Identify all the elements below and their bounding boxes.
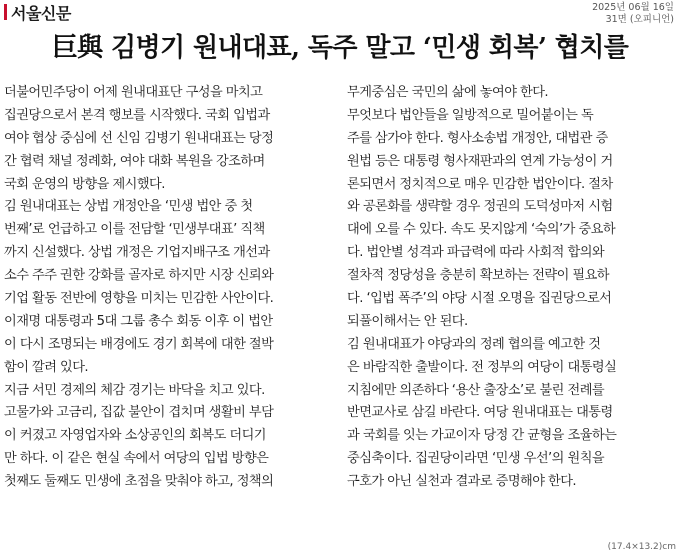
- body-line: 간 협력 채널 정례화, 여야 대화 복원을 강조하며: [4, 153, 265, 169]
- body-line: 더불어민주당이 어제 원내대표단 구성을 마치고: [4, 85, 263, 100]
- body-line: 무엇보다 법안들을 일방적으로 밀어붙이는 독: [347, 107, 594, 123]
- body-line: 절차적 정당성을 충분히 확보하는 전략이 필요하: [347, 268, 609, 284]
- body-line: 중심축이다. 집권당이라면 ‘민생 우선’의 원칙을: [347, 451, 605, 467]
- article-size-note: (17.4×13.2)cm: [607, 542, 676, 552]
- logo-accent-bar: [4, 4, 7, 20]
- body-line: 지금 서민 경제의 체감 경기는 바닥을 치고 있다.: [4, 382, 265, 398]
- body-line: 원법 등은 대통령 형사재판과의 연계 가능성이 거: [347, 153, 613, 169]
- article-column-right: [347, 82, 677, 494]
- body-line: 까지 신설했다. 상법 개정은 기업지배구조 개선과: [4, 245, 270, 261]
- body-line: 다. 법안별 성격과 파급력에 따라 사회적 합의와: [347, 245, 605, 261]
- body-line: 집권당으로서 본격 행보를 시작했다. 국회 입법과: [4, 107, 270, 123]
- body-line: 지침에만 의존하다 ‘용산 출장소’로 불린 전례를: [347, 382, 605, 398]
- body-line: 이 다시 조명되는 배경에도 경기 회복에 대한 절박: [4, 336, 274, 352]
- body-line: 김 원내대표가 야당과의 정례 협의를 예고한 것: [347, 336, 601, 352]
- body-line: 론되면서 정치적으로 매우 민감한 법안이다. 절차: [347, 176, 613, 192]
- newspaper-logo: [4, 2, 71, 22]
- body-line: 대에 오를 수 있다. 속도 못지않게 ‘숙의’가 중요하: [347, 222, 616, 238]
- body-line: 함이 깔려 있다.: [4, 359, 89, 375]
- body-line: 은 바람직한 출발이다. 전 정부의 여당이 대통령실: [347, 359, 617, 375]
- body-line: 구호가 아닌 실천과 결과로 증명해야 한다.: [347, 474, 577, 490]
- body-line: 국회 운영의 방향을 제시했다.: [4, 176, 165, 192]
- body-line: 만 하다. 이 같은 현실 속에서 여당의 입법 방향은: [4, 451, 269, 467]
- article-headline: 巨與 김병기 원내대표, 독주 말고 ‘민생 회복’ 협치를: [51, 33, 629, 63]
- body-line: 반면교사로 삼길 바란다. 여당 원내대표는 대통령: [347, 405, 613, 421]
- body-line: 김 원내대표는 상법 개정안을 ‘민생 법안 중 첫: [4, 199, 253, 215]
- body-line: 주를 삼가야 한다. 형사소송법 개정안, 대법관 증: [347, 130, 608, 146]
- body-line: 여야 협상 중심에 선 신임 김병기 원내대표는 당정: [4, 130, 274, 146]
- masthead: [0, 0, 680, 24]
- body-line: 되풀이해서는 안 된다.: [347, 313, 468, 329]
- body-line: 다. ‘입법 폭주’의 야당 시절 오명을 집권당으로서: [347, 291, 612, 307]
- body-line: 소수 주주 권한 강화를 골자로 하지만 시장 신뢰와: [4, 268, 274, 284]
- body-line: 이재명 대통령과 5대 그룹 총수 회동 이후 이 법안: [4, 313, 273, 329]
- article-column-left: [4, 82, 334, 494]
- body-line: 와 공론화를 생략할 경우 정권의 도덕성마저 시험: [347, 199, 613, 215]
- publication-date: 2025년 06월 16일: [592, 2, 674, 13]
- body-line: 번째’로 언급하고 이를 전담할 ‘민생부대표’ 직책: [4, 222, 265, 238]
- body-line: 이 커졌고 자영업자와 소상공인의 회복도 더디기: [4, 428, 266, 444]
- body-line: 첫째도 둘째도 민생에 초점을 맞춰야 하고, 정책의: [4, 474, 274, 490]
- logo-text: 서울신문: [11, 3, 71, 23]
- body-line: 과 국회를 잇는 가교이자 당정 간 균형을 조율하는: [347, 428, 617, 444]
- body-line: 무게중심은 국민의 삶에 놓여야 한다.: [347, 85, 549, 100]
- publication-meta: [592, 2, 674, 26]
- body-line: 고물가와 고금리, 집값 불안이 겹치며 생활비 부담: [4, 405, 274, 421]
- page-section: 31면 (오피니언): [605, 14, 674, 25]
- body-line: 기업 활동 전반에 영향을 미치는 민감한 사안이다.: [4, 291, 274, 307]
